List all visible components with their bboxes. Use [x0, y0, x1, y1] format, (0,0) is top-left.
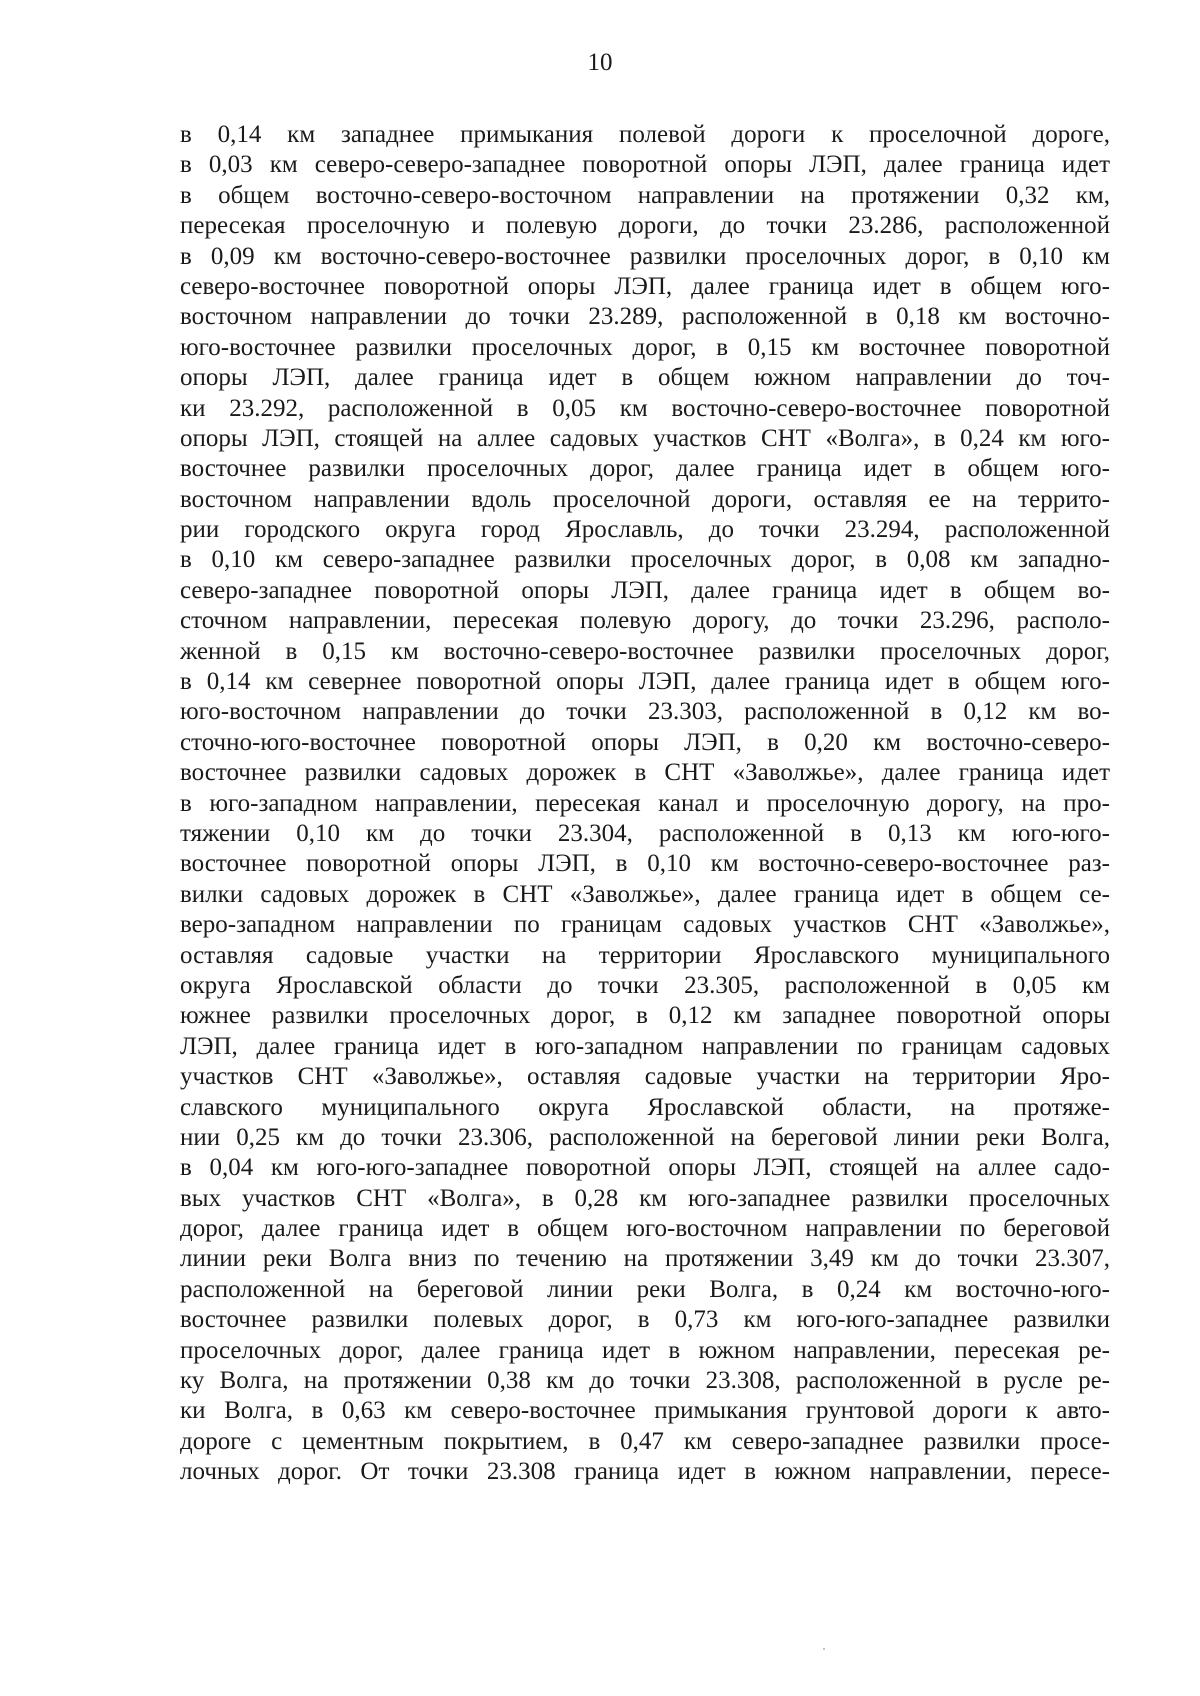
text-line: дороге с цементным покрытием, в 0,47 км северо-западнее развилки просе-	[180, 1427, 1110, 1455]
text-line: ки Волга, в 0,63 км северо-восточнее примыкания грунтовой дороги к авто-	[180, 1397, 1110, 1425]
scan-speck	[823, 1648, 825, 1650]
text-line: оставляя садовые участки на территории Ярославского муниципального	[180, 941, 1110, 969]
text-line: восточнее развилки полевых дорог, в 0,73 км юго-юго-западнее развилки	[180, 1306, 1110, 1334]
text-line: сточно-юго-восточнее поворотной опоры ЛЭП, в 0,20 км восточно-северо-	[180, 728, 1110, 756]
text-line: восточнее поворотной опоры ЛЭП, в 0,10 км восточно-северо-восточнее раз-	[180, 850, 1110, 878]
text-line: в 0,14 км севернее поворотной опоры ЛЭП, далее граница идет в общем юго-	[180, 668, 1110, 696]
text-line: восточном направлении до точки 23.289, расположенной в 0,18 км восточно-	[180, 303, 1110, 331]
text-line: линии реки Волга вниз по течению на протяжении 3,49 км до точки 23.307,	[180, 1245, 1110, 1273]
text-line: в 0,04 км юго-юго-западнее поворотной опоры ЛЭП, стоящей на аллее садо-	[180, 1154, 1110, 1182]
text-line: ку Волга, на протяжении 0,38 км до точки 23.308, расположенной в русле ре-	[180, 1367, 1110, 1395]
text-line: восточнее развилки проселочных дорог, далее граница идет в общем юго-	[180, 455, 1110, 483]
text-line: юго-восточнее развилки проселочных дорог, в 0,15 км восточнее поворотной	[180, 333, 1110, 361]
text-line: участков СНТ «Заволжье», оставляя садовые участки на территории Яро-	[180, 1063, 1110, 1091]
text-line: сточном направлении, пересекая полевую дорогу, до точки 23.296, располо-	[180, 607, 1110, 635]
text-line: дорог, далее граница идет в общем юго-восточном направлении по береговой	[180, 1215, 1110, 1243]
text-line: проселочных дорог, далее граница идет в южном направлении, пересекая ре-	[180, 1336, 1110, 1364]
text-line: вилки садовых дорожек в СНТ «Заволжье», далее граница идет в общем се-	[180, 880, 1110, 908]
text-line: южнее развилки проселочных дорог, в 0,12 км западнее поворотной опоры	[180, 1002, 1110, 1030]
text-line: в 0,14 км западнее примыкания полевой дороги к проселочной дороге,	[180, 121, 1110, 148]
text-line: в 0,09 км восточно-северо-восточнее развилки проселочных дорог, в 0,10 км	[180, 242, 1110, 270]
text-line: округа Ярославской области до точки 23.305, расположенной в 0,05 км	[180, 971, 1110, 999]
body-text	[180, 120, 1110, 1488]
text-line: восточном направлении вдоль проселочной дороги, оставляя ее на террито-	[180, 485, 1110, 513]
text-line: веро-западном направлении по границам садовых участков СНТ «Заволжье»,	[180, 911, 1110, 939]
text-line: тяжении 0,10 км до точки 23.304, расположенной в 0,13 км юго-юго-	[180, 819, 1110, 847]
text-line: славского муниципального округа Ярославской области, на протяже-	[180, 1093, 1110, 1121]
text-line: пересекая проселочную и полевую дороги, до точки 23.286, расположенной	[180, 212, 1110, 240]
text-line: лочных дорог. От точки 23.308 граница идет в южном направлении, пересе-	[180, 1458, 1110, 1486]
text-line: опоры ЛЭП, стоящей на аллее садовых участков СНТ «Волга», в 0,24 км юго-	[180, 424, 1110, 452]
text-line: опоры ЛЭП, далее граница идет в общем южном направлении до точ-	[180, 364, 1110, 392]
text-line: восточнее развилки садовых дорожек в СНТ «Заволжье», далее граница идет	[180, 759, 1110, 787]
text-line: в общем восточно-северо-восточном направлении на протяжении 0,32 км,	[180, 181, 1110, 209]
text-line: ки 23.292, расположенной в 0,05 км восточно-северо-восточнее поворотной	[180, 394, 1110, 422]
text-line: в юго-западном направлении, пересекая канал и проселочную дорогу, на про-	[180, 789, 1110, 817]
text-line: в 0,10 км северо-западнее развилки проселочных дорог, в 0,08 км западно-	[180, 546, 1110, 574]
text-line: женной в 0,15 км восточно-северо-восточнее развилки проселочных дорог,	[180, 637, 1110, 665]
text-line: нии 0,25 км до точки 23.306, расположенной на береговой линии реки Волга,	[180, 1123, 1110, 1151]
text-line: в 0,03 км северо-северо-западнее поворотной опоры ЛЭП, далее граница идет	[180, 151, 1110, 179]
text-line: рии городского округа город Ярославль, до точки 23.294, расположенной	[180, 516, 1110, 544]
page-number: 10	[587, 49, 613, 76]
text-line: ЛЭП, далее граница идет в юго-западном направлении по границам садовых	[180, 1032, 1110, 1060]
text-line: расположенной на береговой линии реки Волга, в 0,24 км восточно-юго-	[180, 1275, 1110, 1303]
text-line: северо-западнее поворотной опоры ЛЭП, далее граница идет в общем во-	[180, 576, 1110, 604]
text-line: северо-восточнее поворотной опоры ЛЭП, далее граница идет в общем юго-	[180, 272, 1110, 300]
text-line: юго-восточном направлении до точки 23.303, расположенной в 0,12 км во-	[180, 698, 1110, 726]
text-line: вых участков СНТ «Волга», в 0,28 км юго-западнее развилки проселочных	[180, 1184, 1110, 1212]
